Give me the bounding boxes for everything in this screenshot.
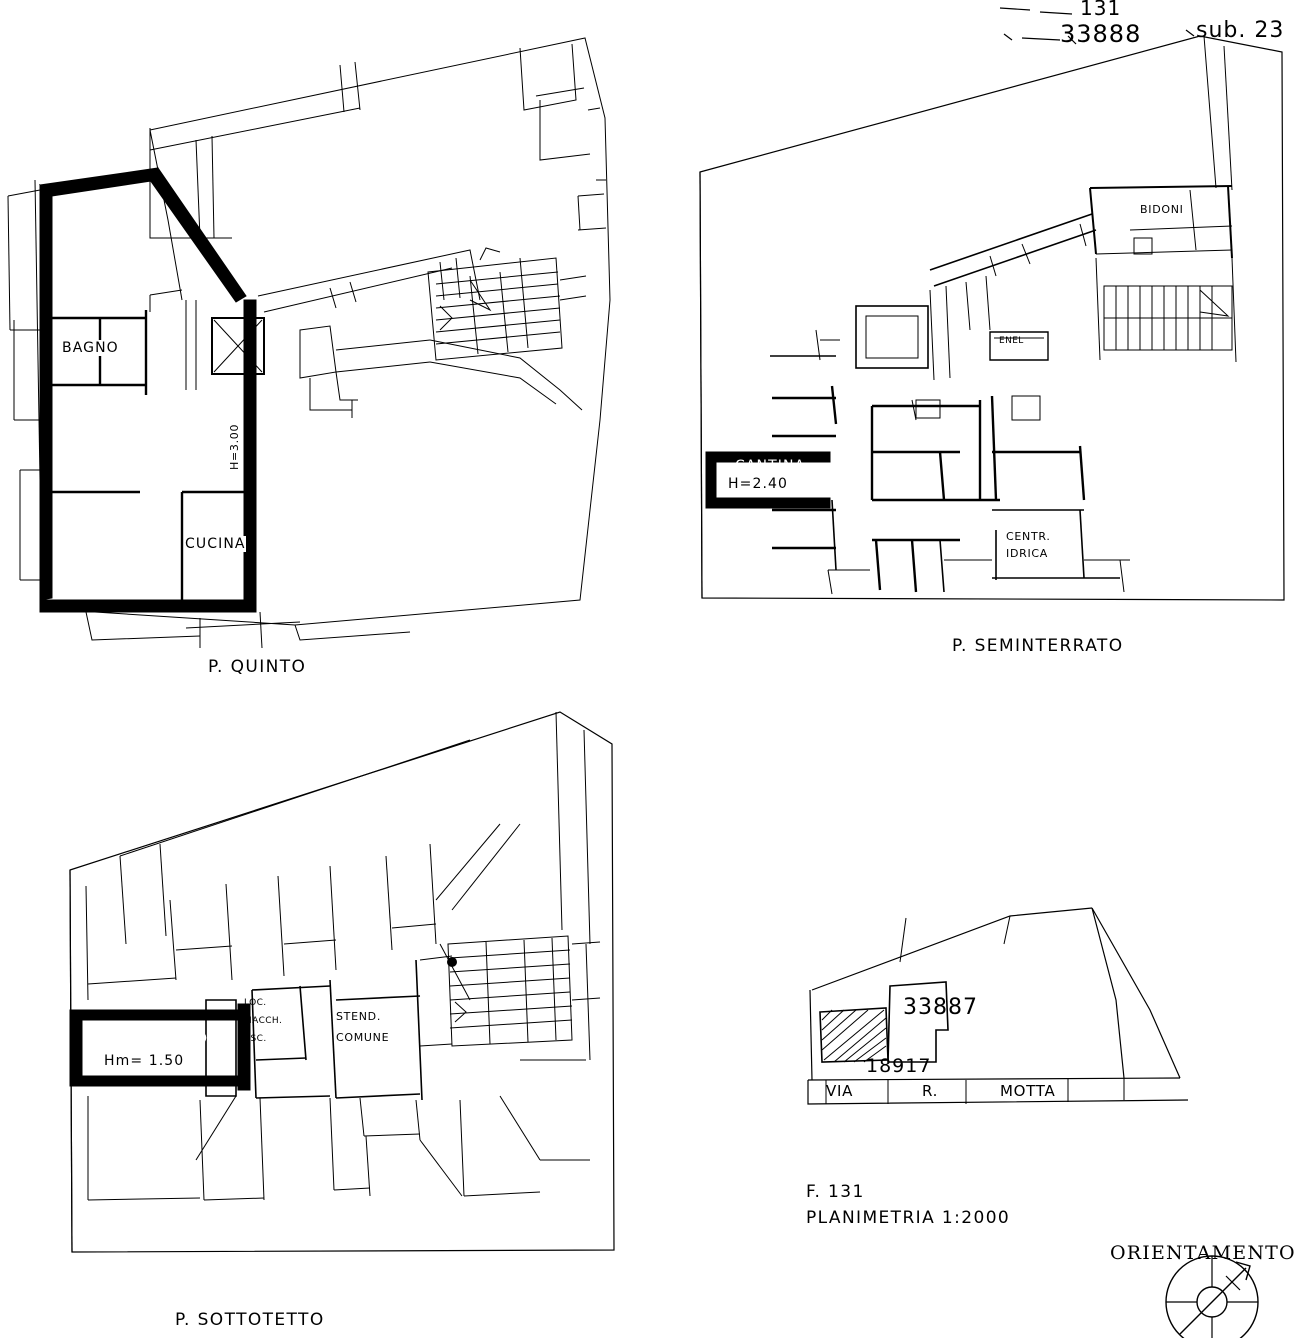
room-label-centrale: CENTR.: [1006, 530, 1051, 543]
room-label-cantina: CANTINA: [735, 458, 806, 474]
room-label-asc: ASC.: [244, 1034, 267, 1044]
room-label-loc: LOC.: [244, 998, 267, 1008]
site-street-part-2: R.: [922, 1082, 939, 1100]
site-scale-label: PLANIMETRIA 1:2000: [806, 1208, 1011, 1228]
plan-seminterrato-geometry: [700, 36, 1284, 600]
site-parcel-secondary: 18917: [866, 1055, 932, 1077]
room-label-idrica: IDRICA: [1006, 547, 1049, 560]
annotation-height-sottotetto: Hm= 1.50: [104, 1053, 185, 1069]
room-label-stend: STEND.: [336, 1010, 382, 1023]
room-label-macch: MACCH.: [244, 1016, 283, 1026]
header-parcel-number: 33888: [1060, 20, 1142, 48]
site-sheet-label: F. 131: [806, 1182, 865, 1202]
site-parcel-main: 33887: [903, 995, 978, 1020]
plan-title-sottotetto: P. SOTTOTETTO: [175, 1310, 325, 1330]
room-label-cucina: CUCINA: [185, 536, 246, 552]
plan-title-quinto: P. QUINTO: [208, 657, 307, 677]
site-street-part-3: MOTTA: [1000, 1082, 1056, 1100]
annotation-height-quinto: H=3.00: [228, 423, 241, 470]
header-sheet-ref: 131: [1080, 0, 1122, 20]
header-sub-ref: sub. 23: [1196, 18, 1285, 43]
site-map-geometry: [808, 908, 1258, 1338]
site-street-part-1: VIA: [826, 1082, 854, 1100]
room-label-enel: ENEL: [999, 336, 1024, 346]
orientation-label: ORIENTAMENTO: [1110, 1242, 1296, 1264]
room-label-comune: COMUNE: [336, 1031, 390, 1044]
plan-title-seminterrato: P. SEMINTERRATO: [952, 636, 1124, 656]
plan-sottotetto-geometry: [70, 712, 614, 1252]
room-label-sottotetto: SOTTOTETTO: [104, 1031, 209, 1047]
room-label-bagno: BAGNO: [62, 340, 119, 356]
annotation-height-cantina: H=2.40: [728, 476, 789, 492]
room-label-bidoni: BIDONI: [1140, 203, 1184, 216]
